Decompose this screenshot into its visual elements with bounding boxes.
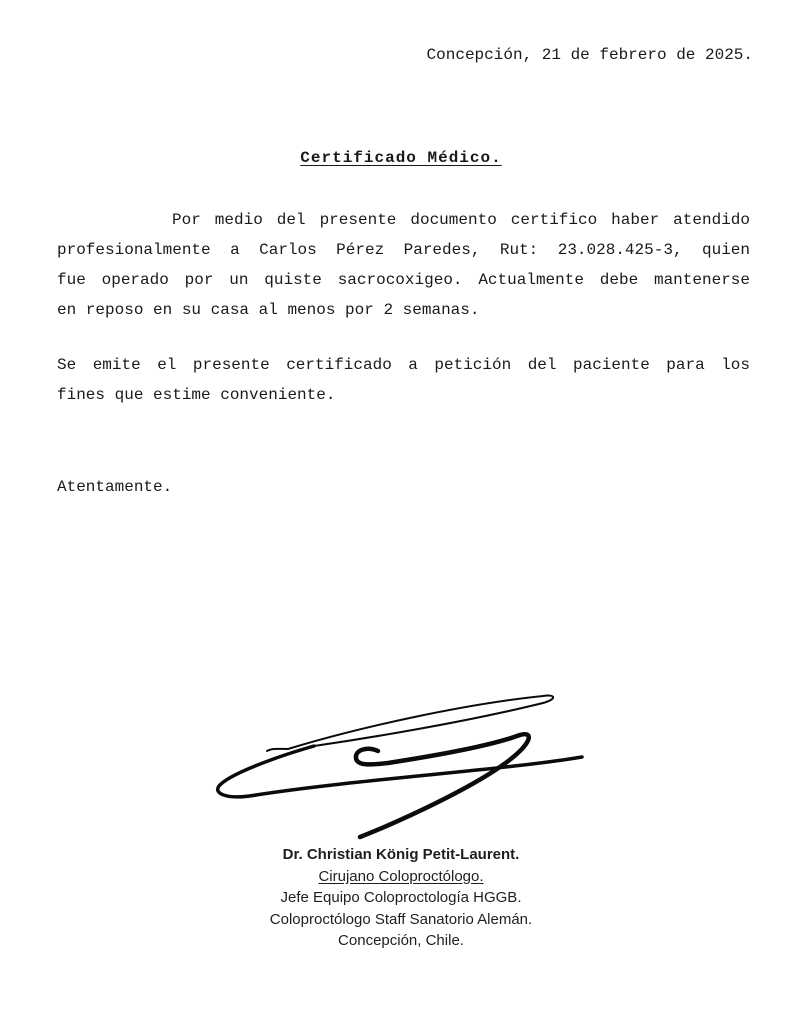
- doctor-name: Dr. Christian König Petit-Laurent.: [282, 846, 520, 863]
- date-line: Concepción, 21 de febrero de 2025.: [426, 46, 753, 64]
- body-paragraph-1: [57, 205, 750, 325]
- doctor-specialty: Cirujano Coloproctólogo.: [318, 867, 484, 885]
- body-line: fines que estime conveniente.: [57, 386, 336, 404]
- signature-stroke-big-loop: [218, 746, 582, 797]
- body-line: Por medio del presente documento certifico haber atendido: [172, 211, 750, 229]
- handwritten-signature-scribble: [210, 683, 600, 843]
- certificate-title: Certificado Médico.: [300, 149, 502, 167]
- closing-salutation: Atentamente.: [57, 478, 173, 496]
- signature-stroke-diagonal: [356, 734, 529, 837]
- doctor-position-2: Coloproctólogo Staff Sanatorio Alemán.: [269, 910, 533, 928]
- body-line: Se emite el presente certificado a petición del paciente para los: [57, 356, 750, 374]
- body-line: en reposo en su casa al menos por 2 semanas.: [57, 301, 480, 319]
- body-paragraph-2: [57, 350, 750, 410]
- doctor-position-1: Jefe Equipo Coloproctología HGGB.: [280, 889, 522, 906]
- doctor-location: Concepción, Chile.: [338, 932, 464, 949]
- body-line: fue operado por un quiste sacrocoxigeo. Actualmente debe mantenerse: [57, 271, 750, 289]
- signature-stroke-top-loop: [267, 696, 553, 751]
- signature-block: [0, 844, 802, 952]
- body-line: profesionalmente a Carlos Pérez Paredes, Rut: 23.028.425-3, quien: [57, 241, 750, 259]
